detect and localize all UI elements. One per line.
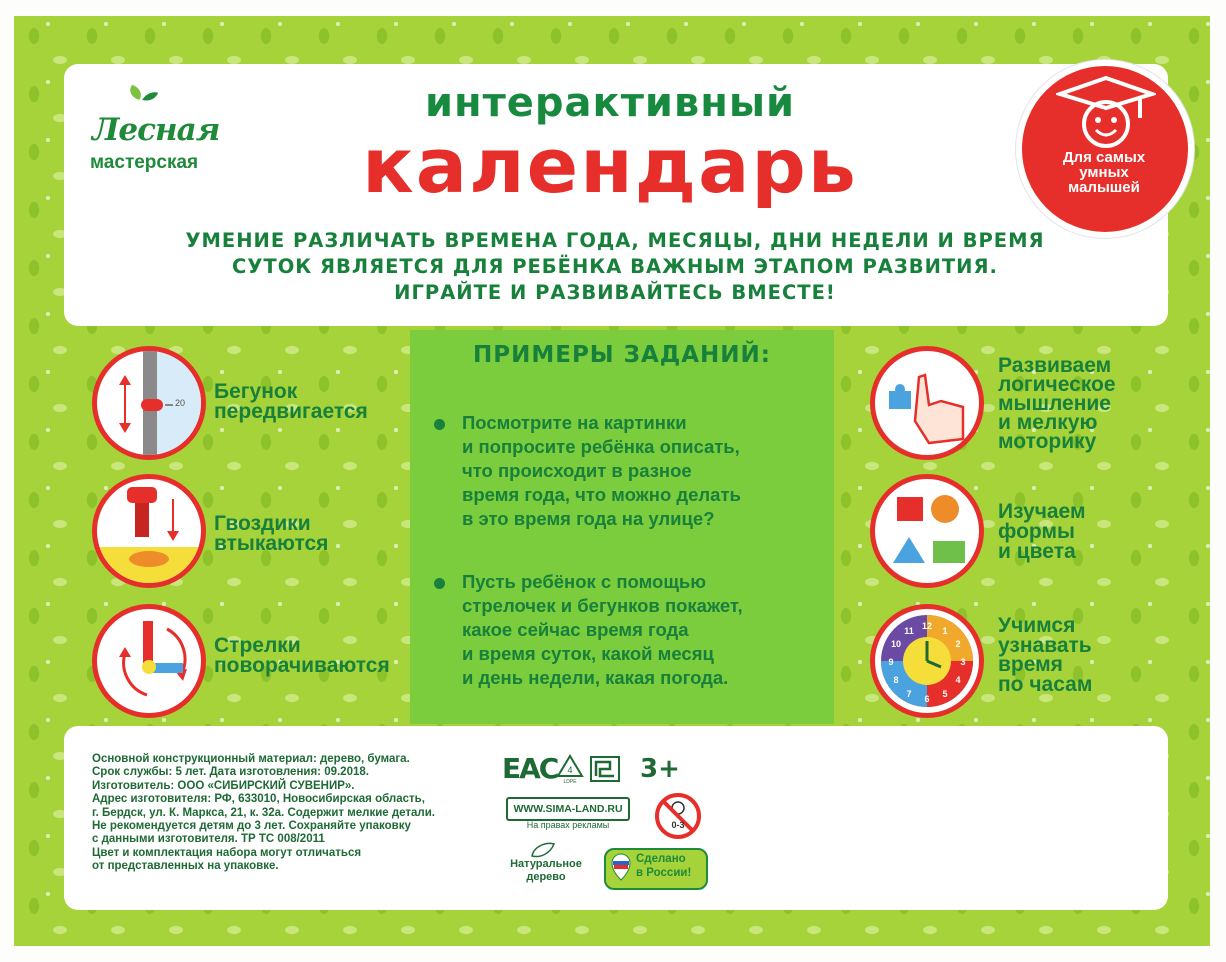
graduate-face-icon bbox=[1056, 74, 1156, 150]
hand-puzzle-icon bbox=[875, 351, 979, 455]
recycle-icon bbox=[556, 754, 584, 784]
info-line: г. Бердск, ул. К. Маркса, 21, к. 32а. Содержит мелкие детали. bbox=[92, 806, 436, 819]
clock-number: 8 bbox=[893, 675, 899, 685]
examples-title: ПРИМЕРЫ ЗАДАНИЙ: bbox=[472, 342, 772, 368]
not-for-under-3-icon bbox=[654, 792, 702, 840]
shapes-feature-icon bbox=[870, 474, 984, 588]
task-1-line: время года, что можно делать bbox=[462, 484, 741, 505]
eac-mark: EAC bbox=[502, 752, 558, 785]
bullet-dot bbox=[434, 419, 445, 430]
wood-line: дерево bbox=[526, 871, 566, 883]
pin-icon bbox=[97, 479, 201, 583]
logo-wordmark: Лесная bbox=[92, 112, 220, 148]
feature-line: Гвоздики bbox=[214, 512, 311, 535]
badge-text bbox=[1034, 150, 1174, 195]
puzzle-feature-icon bbox=[870, 346, 984, 460]
info-line: Срок службы: 5 лет. Дата изготовления: 09.2018. bbox=[92, 766, 369, 779]
feature-line: Развиваем bbox=[998, 354, 1112, 377]
title-calendar: календарь bbox=[362, 121, 858, 210]
russia-line: Сделано bbox=[636, 853, 686, 865]
slider-scale-number: 20 bbox=[175, 398, 186, 408]
badge-line-3: малышей bbox=[1068, 179, 1140, 196]
feature-line: моторику bbox=[998, 430, 1097, 453]
info-line: Изготовитель: ООО «СИБИРСКИЙ СУВЕНИР». bbox=[92, 779, 355, 792]
feature-line: по часам bbox=[998, 672, 1093, 696]
intro-line-1: УМЕНИЕ РАЗЛИЧАТЬ ВРЕМЕНА ГОДА, МЕСЯЦЫ, ДНИ НЕДЕЛИ И ВРЕМЯ bbox=[185, 229, 1045, 252]
logo-subtitle: мастерская bbox=[90, 152, 199, 173]
feature-line: логическое bbox=[998, 373, 1116, 396]
info-line: от представленных на упаковке. bbox=[92, 860, 279, 873]
clock-number: 3 bbox=[960, 657, 966, 667]
badge-line-2: умных bbox=[1079, 164, 1129, 181]
feature-line: формы bbox=[998, 520, 1075, 543]
task-1-line: и попросите ребёнка описать, bbox=[462, 436, 740, 457]
natural-wood-label bbox=[496, 858, 596, 884]
feature-line: и мелкую bbox=[998, 411, 1098, 434]
feature-line: Стрелки bbox=[214, 634, 301, 657]
website-link[interactable]: WWW.SIMA-LAND.RU bbox=[506, 797, 630, 821]
recycle-number: 4 bbox=[567, 765, 573, 775]
age-label: 3+ bbox=[640, 754, 680, 784]
clock-number: 2 bbox=[955, 639, 961, 649]
feature-line: втыкаются bbox=[214, 532, 329, 555]
task-2-line: стрелочек и бегунков покажет, bbox=[462, 595, 743, 616]
task-2-line: какое сейчас время года bbox=[462, 619, 689, 640]
info-line: Адрес изготовителя: РФ, 633010, Новосибирская область, bbox=[92, 793, 425, 806]
feature-arrows-label bbox=[214, 636, 390, 676]
bullet-dot bbox=[434, 578, 445, 589]
feature-line: Бегунок bbox=[214, 380, 298, 403]
feature-line: Изучаем bbox=[998, 500, 1086, 523]
russia-line: в России! bbox=[636, 867, 692, 879]
task-2 bbox=[462, 570, 802, 690]
feature-line: и цвета bbox=[998, 540, 1076, 563]
info-line: Цвет и комплектация набора могут отличаться bbox=[92, 846, 362, 859]
feature-shapes-label bbox=[998, 502, 1086, 562]
feature-clock-label bbox=[998, 616, 1092, 694]
info-line: с данными изготовителя. ТР ТС 008/2011 bbox=[92, 833, 325, 846]
feature-slider-label bbox=[214, 382, 368, 422]
clock-number: 10 bbox=[890, 639, 902, 649]
clock-number: 4 bbox=[955, 675, 961, 685]
slider-feature-icon bbox=[92, 346, 206, 460]
feature-line: время bbox=[998, 653, 1063, 676]
russia-flag-icon bbox=[610, 853, 632, 881]
task-1-line: что происходит в разное bbox=[462, 460, 692, 481]
made-in-russia-text bbox=[636, 852, 706, 880]
feature-pins-label bbox=[214, 514, 328, 554]
title-interactive: интерактивный bbox=[424, 80, 796, 126]
clock-hands-icon bbox=[97, 609, 201, 713]
feature-line: узнавать bbox=[998, 633, 1092, 657]
intro-text bbox=[100, 228, 1130, 306]
clock-number: 12 bbox=[921, 621, 933, 631]
shapes-icon bbox=[875, 479, 979, 583]
clock-number: 9 bbox=[888, 657, 894, 667]
clock-icon bbox=[875, 609, 979, 713]
clock-number: 1 bbox=[942, 626, 948, 636]
pictogram-mark-icon bbox=[590, 756, 620, 782]
age-restriction-text: 0-3 bbox=[671, 820, 685, 830]
task-1 bbox=[462, 411, 802, 531]
clock-number: 7 bbox=[906, 689, 912, 699]
clock-number: 11 bbox=[904, 626, 914, 636]
task-2-line: и время суток, какой месяц bbox=[462, 643, 714, 664]
task-1-line: Посмотрите на картинки bbox=[462, 412, 687, 433]
ad-note: На правах рекламы bbox=[526, 820, 610, 830]
task-2-line: и день недели, какая погода. bbox=[462, 667, 729, 688]
feature-logic-label bbox=[998, 356, 1116, 451]
clock-number: 5 bbox=[942, 689, 948, 699]
clock-feature-icon bbox=[870, 604, 984, 718]
pin-feature-icon bbox=[92, 474, 206, 588]
info-line: Основной конструкционный материал: дерево, бумага. bbox=[92, 753, 410, 765]
manufacturer-info bbox=[92, 753, 472, 874]
intro-line-3: ИГРАЙТЕ И РАЗВИВАЙТЕСЬ ВМЕСТЕ! bbox=[394, 281, 836, 304]
slider-icon bbox=[97, 351, 201, 455]
intro-line-2: СУТОК ЯВЛЯЕТСЯ ДЛЯ РЕБЁНКА ВАЖНЫМ ЭТАПОМ РАЗВИТИЯ. bbox=[232, 255, 998, 278]
wood-line: Натуральное bbox=[510, 858, 582, 870]
clock-number: 6 bbox=[924, 694, 930, 704]
task-1-line: в это время года на улице? bbox=[462, 508, 715, 529]
wood-leaf-icon bbox=[530, 842, 556, 858]
feature-line: мышление bbox=[998, 392, 1111, 415]
task-2-line: Пусть ребёнок с помощью bbox=[462, 571, 707, 592]
recycle-label: LDPE bbox=[563, 779, 577, 784]
arrows-feature-icon bbox=[92, 604, 206, 718]
info-line: Не рекомендуется детям до 3 лет. Сохраняйте упаковку bbox=[92, 820, 411, 833]
feature-line: передвигается bbox=[214, 400, 368, 423]
feature-line: Учимся bbox=[998, 614, 1076, 637]
badge-line-1: Для самых bbox=[1062, 149, 1146, 166]
feature-line: поворачиваются bbox=[214, 654, 390, 677]
